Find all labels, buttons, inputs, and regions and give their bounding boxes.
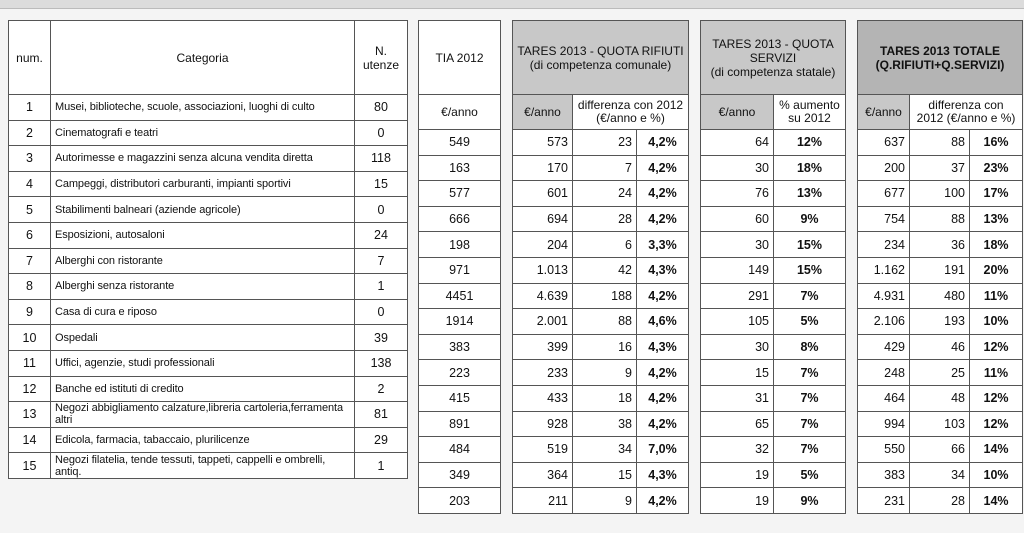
table-row xyxy=(419,385,501,411)
row-servizi: 32 xyxy=(701,437,774,463)
table-row xyxy=(513,181,689,207)
row-totale-pct: 12% xyxy=(970,385,1023,411)
row-totale-diff: 66 xyxy=(910,437,970,463)
table-row xyxy=(858,206,1023,232)
row-utenze: 2 xyxy=(355,376,408,402)
row-totale: 4.931 xyxy=(858,283,910,309)
table-row xyxy=(858,181,1023,207)
row-totale: 464 xyxy=(858,385,910,411)
table-row xyxy=(419,257,501,283)
table-row xyxy=(9,402,408,428)
table-row xyxy=(858,462,1023,488)
row-servizi: 19 xyxy=(701,488,774,514)
header-rifiuti-title: TARES 2013 - QUOTA RIFIUTI xyxy=(517,43,684,58)
row-servizi-pct: 7% xyxy=(774,385,846,411)
table-row xyxy=(419,181,501,207)
table-row xyxy=(701,155,846,181)
row-totale-pct: 10% xyxy=(970,462,1023,488)
row-totale: 1.162 xyxy=(858,257,910,283)
row-tia: 198 xyxy=(419,232,501,258)
table-row xyxy=(9,274,408,300)
table-row xyxy=(858,385,1023,411)
table-row xyxy=(858,437,1023,463)
row-categoria: Stabilimenti balneari (aziende agricole) xyxy=(51,197,355,223)
table-row xyxy=(9,120,408,146)
table-row xyxy=(858,130,1023,156)
row-utenze: 7 xyxy=(355,248,408,274)
table-row xyxy=(513,206,689,232)
row-categoria: Edicola, farmacia, tabaccaio, plurilicenze xyxy=(51,427,355,453)
table-row xyxy=(419,488,501,514)
row-num: 5 xyxy=(9,197,51,223)
row-totale-pct: 18% xyxy=(970,232,1023,258)
row-servizi-pct: 9% xyxy=(774,488,846,514)
row-totale-pct: 13% xyxy=(970,206,1023,232)
header-rifiuti-diff: differenza con 2012 (€/anno e %) xyxy=(573,95,689,130)
table-row xyxy=(9,248,408,274)
table-row xyxy=(513,155,689,181)
table-row xyxy=(9,146,408,172)
table-row xyxy=(701,437,846,463)
row-rifiuti-pct: 4,2% xyxy=(637,155,689,181)
row-categoria: Alberghi senza ristorante xyxy=(51,274,355,300)
row-totale-diff: 48 xyxy=(910,385,970,411)
row-num: 10 xyxy=(9,325,51,351)
row-rifiuti-pct: 4,3% xyxy=(637,257,689,283)
row-rifiuti-pct: 4,2% xyxy=(637,130,689,156)
table-row xyxy=(858,488,1023,514)
header-totale-unit: €/anno xyxy=(858,95,910,130)
row-categoria: Esposizioni, autosaloni xyxy=(51,222,355,248)
row-rifiuti-diff: 6 xyxy=(573,232,637,258)
table-row xyxy=(858,155,1023,181)
servizi-table xyxy=(700,20,846,514)
row-utenze: 39 xyxy=(355,325,408,351)
row-num: 6 xyxy=(9,222,51,248)
row-servizi-pct: 7% xyxy=(774,283,846,309)
row-rifiuti: 519 xyxy=(513,437,573,463)
header-servizi-title: TARES 2013 - QUOTA SERVIZI xyxy=(712,36,834,65)
table-row xyxy=(513,232,689,258)
table-row xyxy=(9,222,408,248)
row-utenze: 24 xyxy=(355,222,408,248)
row-tia: 223 xyxy=(419,360,501,386)
header-totale xyxy=(858,21,1023,95)
row-servizi: 30 xyxy=(701,232,774,258)
row-servizi: 31 xyxy=(701,385,774,411)
row-utenze: 0 xyxy=(355,299,408,325)
row-tia: 666 xyxy=(419,206,501,232)
row-totale: 637 xyxy=(858,130,910,156)
row-rifiuti-diff: 24 xyxy=(573,181,637,207)
row-num: 15 xyxy=(9,453,51,479)
row-utenze: 1 xyxy=(355,274,408,300)
row-servizi: 30 xyxy=(701,334,774,360)
header-servizi-sub: (di competenza statale) xyxy=(710,64,836,79)
row-utenze: 29 xyxy=(355,427,408,453)
row-tia: 1914 xyxy=(419,309,501,335)
row-totale-pct: 10% xyxy=(970,309,1023,335)
row-servizi-pct: 15% xyxy=(774,257,846,283)
row-rifiuti-pct: 4,2% xyxy=(637,283,689,309)
header-rifiuti-unit: €/anno xyxy=(513,95,573,130)
row-utenze: 0 xyxy=(355,197,408,223)
row-totale-pct: 16% xyxy=(970,130,1023,156)
row-categoria: Alberghi con ristorante xyxy=(51,248,355,274)
row-utenze: 1 xyxy=(355,453,408,479)
row-totale-pct: 14% xyxy=(970,488,1023,514)
table-row xyxy=(701,462,846,488)
row-categoria: Negozi abbigliamento calzature,libreria cartoleria,ferramenta altri xyxy=(51,402,355,428)
table-row xyxy=(513,130,689,156)
row-categoria: Musei, biblioteche, scuole, associazioni, luoghi di culto xyxy=(51,95,355,121)
table-row xyxy=(513,462,689,488)
row-servizi-pct: 7% xyxy=(774,437,846,463)
row-rifiuti-diff: 38 xyxy=(573,411,637,437)
row-totale-diff: 28 xyxy=(910,488,970,514)
table-row xyxy=(513,437,689,463)
row-rifiuti: 573 xyxy=(513,130,573,156)
row-servizi-pct: 7% xyxy=(774,360,846,386)
table-row xyxy=(858,232,1023,258)
row-num: 14 xyxy=(9,427,51,453)
table-row xyxy=(419,283,501,309)
row-tia: 163 xyxy=(419,155,501,181)
table-row xyxy=(513,334,689,360)
table-row xyxy=(9,197,408,223)
row-rifiuti-pct: 7,0% xyxy=(637,437,689,463)
table-row xyxy=(513,488,689,514)
row-utenze: 118 xyxy=(355,146,408,172)
row-rifiuti-diff: 34 xyxy=(573,437,637,463)
row-totale-diff: 88 xyxy=(910,206,970,232)
row-totale: 200 xyxy=(858,155,910,181)
table-row xyxy=(701,360,846,386)
header-tia-unit: €/anno xyxy=(419,95,501,130)
table-row xyxy=(701,411,846,437)
row-servizi-pct: 15% xyxy=(774,232,846,258)
row-rifiuti-diff: 16 xyxy=(573,334,637,360)
row-tia: 203 xyxy=(419,488,501,514)
row-tia: 415 xyxy=(419,385,501,411)
row-rifiuti-pct: 4,2% xyxy=(637,206,689,232)
row-rifiuti: 601 xyxy=(513,181,573,207)
row-totale: 429 xyxy=(858,334,910,360)
row-totale-diff: 46 xyxy=(910,334,970,360)
row-rifiuti-pct: 4,6% xyxy=(637,309,689,335)
table-row xyxy=(858,360,1023,386)
header-utenze: N. utenze xyxy=(355,21,408,95)
row-tia: 349 xyxy=(419,462,501,488)
row-num: 12 xyxy=(9,376,51,402)
row-tia: 549 xyxy=(419,130,501,156)
row-rifiuti-diff: 18 xyxy=(573,385,637,411)
row-rifiuti-diff: 28 xyxy=(573,206,637,232)
row-servizi: 60 xyxy=(701,206,774,232)
header-servizi xyxy=(701,21,846,95)
table-row xyxy=(701,206,846,232)
table-row xyxy=(9,350,408,376)
row-rifiuti-diff: 188 xyxy=(573,283,637,309)
row-totale: 994 xyxy=(858,411,910,437)
table-row xyxy=(419,437,501,463)
table-row xyxy=(9,95,408,121)
table-row xyxy=(9,299,408,325)
row-tia: 383 xyxy=(419,334,501,360)
row-totale-diff: 191 xyxy=(910,257,970,283)
row-totale-pct: 11% xyxy=(970,360,1023,386)
row-rifiuti: 928 xyxy=(513,411,573,437)
row-servizi-pct: 13% xyxy=(774,181,846,207)
row-rifiuti: 233 xyxy=(513,360,573,386)
row-rifiuti: 204 xyxy=(513,232,573,258)
row-utenze: 81 xyxy=(355,402,408,428)
table-row xyxy=(701,385,846,411)
row-totale: 2.106 xyxy=(858,309,910,335)
row-totale-pct: 11% xyxy=(970,283,1023,309)
table-row xyxy=(419,360,501,386)
row-servizi: 291 xyxy=(701,283,774,309)
table-row xyxy=(701,181,846,207)
table-row xyxy=(858,411,1023,437)
row-totale-pct: 20% xyxy=(970,257,1023,283)
row-num: 8 xyxy=(9,274,51,300)
table-row xyxy=(513,283,689,309)
row-rifiuti-diff: 42 xyxy=(573,257,637,283)
table-row xyxy=(701,309,846,335)
row-rifiuti: 364 xyxy=(513,462,573,488)
table-row xyxy=(858,257,1023,283)
header-servizi-unit: €/anno xyxy=(701,95,774,130)
table-row xyxy=(701,232,846,258)
table-row xyxy=(9,453,408,479)
table-row xyxy=(419,411,501,437)
table-row xyxy=(419,334,501,360)
row-tia: 484 xyxy=(419,437,501,463)
row-utenze: 15 xyxy=(355,171,408,197)
row-num: 3 xyxy=(9,146,51,172)
table-row xyxy=(9,325,408,351)
row-servizi: 65 xyxy=(701,411,774,437)
row-num: 2 xyxy=(9,120,51,146)
row-totale-diff: 193 xyxy=(910,309,970,335)
row-rifiuti-pct: 4,2% xyxy=(637,488,689,514)
header-totale-title: TARES 2013 TOTALE xyxy=(880,43,1001,58)
row-rifiuti-diff: 7 xyxy=(573,155,637,181)
row-totale: 677 xyxy=(858,181,910,207)
row-rifiuti: 399 xyxy=(513,334,573,360)
row-totale-diff: 103 xyxy=(910,411,970,437)
row-totale-diff: 37 xyxy=(910,155,970,181)
totale-table xyxy=(857,20,1023,514)
table-row xyxy=(513,411,689,437)
row-num: 9 xyxy=(9,299,51,325)
table-row xyxy=(701,283,846,309)
row-utenze: 80 xyxy=(355,95,408,121)
row-servizi: 15 xyxy=(701,360,774,386)
row-servizi-pct: 5% xyxy=(774,309,846,335)
row-totale: 231 xyxy=(858,488,910,514)
row-rifiuti-pct: 4,2% xyxy=(637,360,689,386)
row-totale: 234 xyxy=(858,232,910,258)
row-tia: 971 xyxy=(419,257,501,283)
row-servizi-pct: 8% xyxy=(774,334,846,360)
row-rifiuti-diff: 9 xyxy=(573,488,637,514)
table-row xyxy=(701,257,846,283)
row-servizi: 19 xyxy=(701,462,774,488)
row-rifiuti: 694 xyxy=(513,206,573,232)
table-row xyxy=(513,385,689,411)
row-totale-diff: 36 xyxy=(910,232,970,258)
row-num: 13 xyxy=(9,402,51,428)
header-num: num. xyxy=(9,21,51,95)
row-rifiuti-pct: 4,2% xyxy=(637,411,689,437)
row-totale-pct: 12% xyxy=(970,334,1023,360)
table-row xyxy=(858,283,1023,309)
row-rifiuti-pct: 4,3% xyxy=(637,334,689,360)
table-row xyxy=(701,130,846,156)
row-rifiuti-diff: 88 xyxy=(573,309,637,335)
table-row xyxy=(513,257,689,283)
rifiuti-table xyxy=(512,20,689,514)
row-categoria: Casa di cura e riposo xyxy=(51,299,355,325)
table-row xyxy=(419,130,501,156)
table-row xyxy=(9,171,408,197)
row-categoria: Banche ed istituti di credito xyxy=(51,376,355,402)
row-rifiuti: 433 xyxy=(513,385,573,411)
table-row xyxy=(513,309,689,335)
row-rifiuti-diff: 23 xyxy=(573,130,637,156)
row-rifiuti: 211 xyxy=(513,488,573,514)
row-categoria: Campeggi, distributori carburanti, impianti sportivi xyxy=(51,171,355,197)
header-rifiuti-sub: (di competenza comunale) xyxy=(529,57,672,72)
row-totale: 550 xyxy=(858,437,910,463)
row-categoria: Autorimesse e magazzini senza alcuna vendita diretta xyxy=(51,146,355,172)
row-rifiuti-pct: 4,2% xyxy=(637,181,689,207)
row-totale-diff: 100 xyxy=(910,181,970,207)
row-servizi-pct: 12% xyxy=(774,130,846,156)
row-num: 1 xyxy=(9,95,51,121)
row-servizi: 30 xyxy=(701,155,774,181)
header-totale-sub: (Q.RIFIUTI+Q.SERVIZI) xyxy=(875,57,1005,72)
row-categoria: Cinematografi e teatri xyxy=(51,120,355,146)
row-rifiuti-diff: 15 xyxy=(573,462,637,488)
row-servizi: 105 xyxy=(701,309,774,335)
row-utenze: 138 xyxy=(355,350,408,376)
row-rifiuti: 2.001 xyxy=(513,309,573,335)
row-servizi: 76 xyxy=(701,181,774,207)
table-row xyxy=(419,462,501,488)
table-row xyxy=(701,334,846,360)
categorie-table xyxy=(8,20,408,479)
row-totale-pct: 14% xyxy=(970,437,1023,463)
row-categoria: Negozi filatelia, tende tessuti, tappeti, cappelli e ombrelli, antiq. xyxy=(51,453,355,479)
row-servizi-pct: 9% xyxy=(774,206,846,232)
row-totale-diff: 25 xyxy=(910,360,970,386)
header-servizi-pct: % aumento su 2012 xyxy=(774,95,846,130)
row-utenze: 0 xyxy=(355,120,408,146)
table-row xyxy=(858,334,1023,360)
header-categoria: Categoria xyxy=(51,21,355,95)
row-tia: 577 xyxy=(419,181,501,207)
table-row xyxy=(513,360,689,386)
row-servizi-pct: 18% xyxy=(774,155,846,181)
row-totale-diff: 480 xyxy=(910,283,970,309)
tia-table xyxy=(418,20,501,514)
table-row xyxy=(9,427,408,453)
table-row xyxy=(701,488,846,514)
row-totale-pct: 23% xyxy=(970,155,1023,181)
header-totale-diff: differenza con 2012 (€/anno e %) xyxy=(910,95,1023,130)
row-servizi: 64 xyxy=(701,130,774,156)
row-num: 11 xyxy=(9,350,51,376)
row-servizi-pct: 7% xyxy=(774,411,846,437)
row-totale-pct: 17% xyxy=(970,181,1023,207)
row-totale: 248 xyxy=(858,360,910,386)
table-row xyxy=(858,309,1023,335)
row-tia: 4451 xyxy=(419,283,501,309)
row-servizi: 149 xyxy=(701,257,774,283)
table-row xyxy=(9,376,408,402)
row-totale-diff: 34 xyxy=(910,462,970,488)
row-rifiuti-pct: 3,3% xyxy=(637,232,689,258)
row-tia: 891 xyxy=(419,411,501,437)
row-categoria: Ospedali xyxy=(51,325,355,351)
row-rifiuti-pct: 4,2% xyxy=(637,385,689,411)
table-row xyxy=(419,232,501,258)
row-rifiuti-pct: 4,3% xyxy=(637,462,689,488)
row-rifiuti: 1.013 xyxy=(513,257,573,283)
table-row xyxy=(419,206,501,232)
row-totale: 383 xyxy=(858,462,910,488)
row-totale: 754 xyxy=(858,206,910,232)
row-servizi-pct: 5% xyxy=(774,462,846,488)
row-rifiuti: 4.639 xyxy=(513,283,573,309)
row-categoria: Uffici, agenzie, studi professionali xyxy=(51,350,355,376)
header-rifiuti xyxy=(513,21,689,95)
row-totale-pct: 12% xyxy=(970,411,1023,437)
table-row xyxy=(419,309,501,335)
row-rifiuti: 170 xyxy=(513,155,573,181)
row-num: 4 xyxy=(9,171,51,197)
top-strip xyxy=(0,0,1024,9)
row-totale-diff: 88 xyxy=(910,130,970,156)
row-rifiuti-diff: 9 xyxy=(573,360,637,386)
table-row xyxy=(419,155,501,181)
row-num: 7 xyxy=(9,248,51,274)
header-tia: TIA 2012 xyxy=(419,21,501,95)
